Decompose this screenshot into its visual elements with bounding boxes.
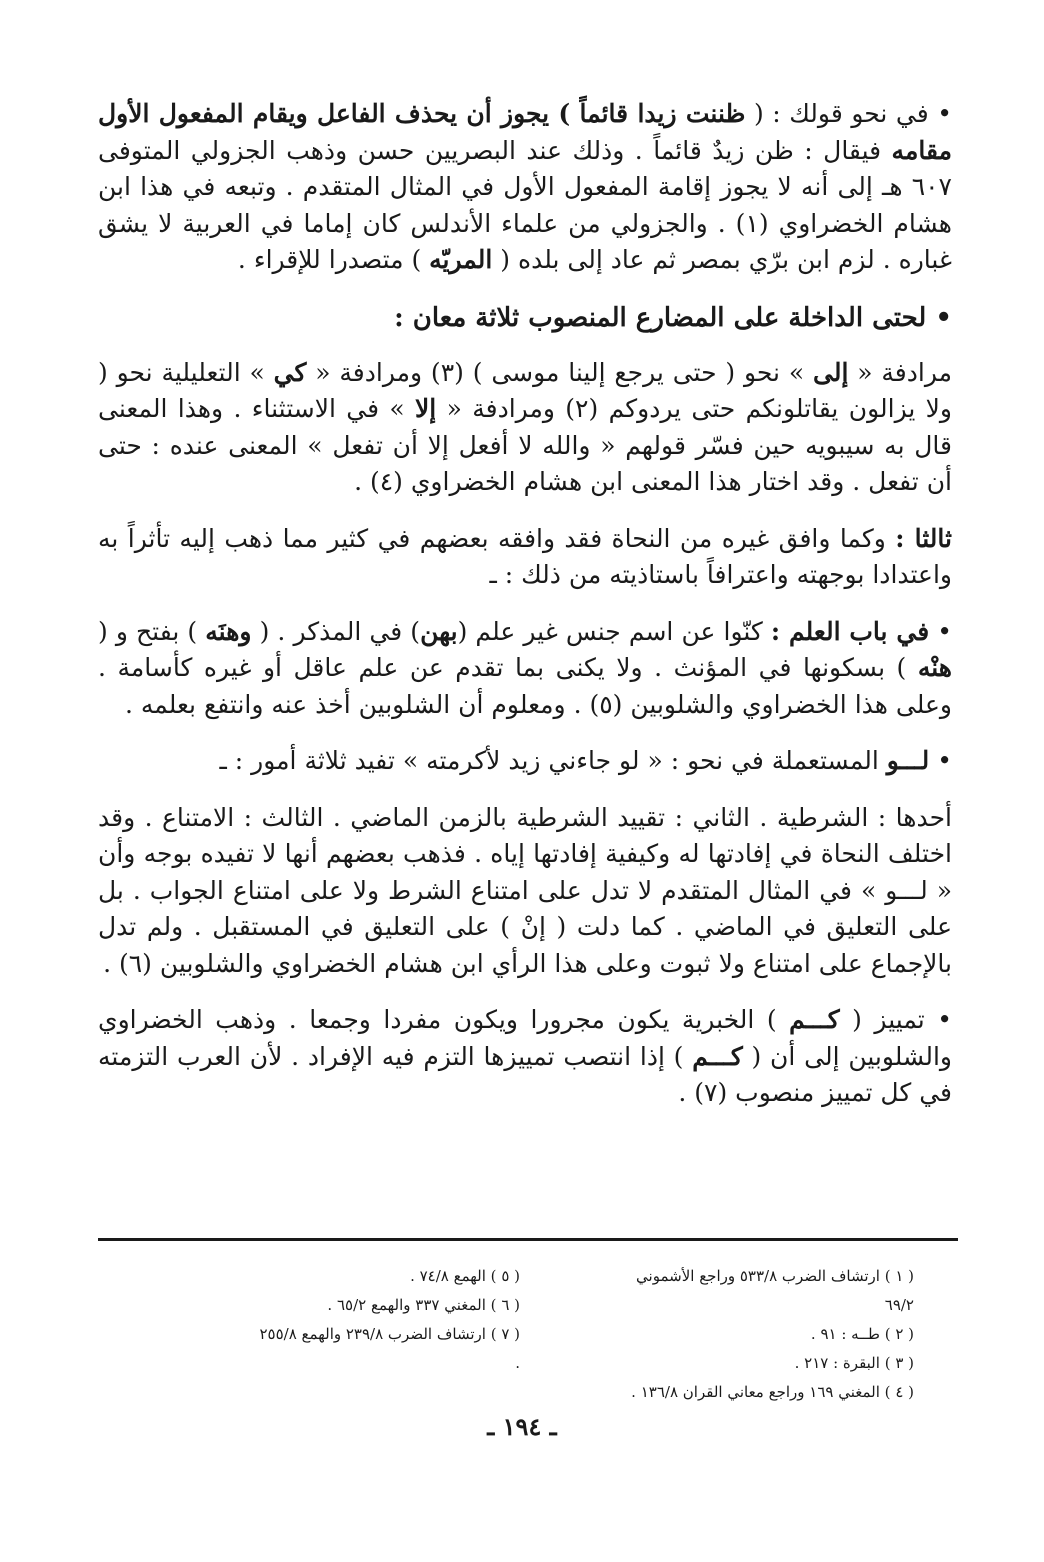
bold-run: بهن: [420, 616, 458, 646]
footnotes-column-left: [250, 1262, 520, 1407]
paragraph-passive-zanna: [98, 96, 952, 279]
paragraph-alam: [98, 614, 952, 724]
footnote: ( ٧ ) ارتشاف الضرب ٢٣٩/٨ والهمع ٢٥٥/٨ .: [259, 1325, 520, 1372]
footnotes-column-right: [604, 1262, 914, 1407]
text-run: ) متصدرا للإقراء .: [237, 245, 430, 274]
footnote: ( ١ ) ارتشاف الضرب ٥٣٣/٨ وراجع الأشموني ٦٩/٢: [636, 1267, 914, 1314]
bold-run: هنْه: [917, 653, 952, 682]
heading-hatta-meanings: [98, 299, 952, 337]
footnote: ( ٤ ) المغني ١٦٩ وراجع معاني القران ١٣٦/٨ .: [631, 1383, 914, 1401]
text-run: • في نحو قولك : (: [745, 99, 952, 128]
bold-run: كـــم: [789, 1005, 840, 1034]
text-run: ) بسكونها في المؤنث . ولا يكنى بما تقدم عن علم عاقل أو غيره كأسامة . وعلى هذا الخضراوي والشلوبين (٥) . ومعلوم أن الشلوبين أخذ عنه وانتفع بعلمه .: [98, 653, 952, 719]
bold-run: إلا: [415, 394, 437, 423]
text-run: •: [929, 616, 953, 646]
text-run: كنّوا عن اسم جنس غير علم (: [457, 616, 771, 646]
paragraph-kam: [98, 1002, 952, 1112]
text-run: » التعليلية نحو ( ولا يزالون يقاتلونكم حتى يردوكم (٢) ومرادفة «: [98, 357, 952, 423]
text-run: • تمييز (: [839, 1005, 952, 1034]
text-run: » في الاستثناء . وهذا المعنى قال به سيبويه حين فسّر قولهم « والله لا أفعل إلا أن تفعل » المعنى عنده : حتى أن تفعل . وقد اختار هذا المعنى ابن هشام الخضراوي (٤) .: [98, 394, 952, 496]
footnote: ( ٦ ) المغني ٣٣٧ والهمع ٦٥/٢ .: [327, 1296, 520, 1314]
bold-run: وهنَه: [205, 616, 252, 646]
bold-run: • لحتى الداخلة على المضارع المنصوب ثلاثة معان :: [394, 302, 952, 333]
paragraph-hatta: [98, 355, 952, 501]
bold-run: كـــم: [692, 1041, 743, 1071]
footnote: ( ٥ ) الهمع ٧٤/٨ .: [410, 1267, 520, 1285]
bold-run: إلى: [813, 357, 849, 387]
text-run: مرادفة «: [848, 357, 953, 387]
text-run: المستعملة في نحو : « لو جاءني زيد لأكرمته » تفيد ثلاثة أمور : ـ: [219, 746, 887, 775]
bold-run: المريّه: [429, 245, 493, 274]
text-run: ) الخبرية يكون مجرورا ويكون مفردا وجمعا . وذهب الخضراوي والشلوبين إلى أن (: [98, 1005, 952, 1071]
bold-run: كي: [273, 357, 307, 387]
paragraph-law-details: [98, 800, 952, 983]
page-number: ـ ١٩٤ ـ: [487, 1412, 557, 1441]
footnote: ( ٣ ) البقرة : ٢١٧ .: [794, 1354, 914, 1372]
text-run: فيقال : ظن زيدٌ قائماً . وذلك عند البصريين حسن وذهب الجزولي المتوفى ٦٠٧ هـ إلى أنه لا يجوز إقامة المفعول الأول في المثال المتقدم . وتبعه في هذا ابن هشام الخضراوي (١) . والجزولي من علماء الأندلس كان إماما في العربية لا يشق غباره . لزم ابن برّي بمصر ثم عاد إلى بلده (: [98, 135, 952, 274]
text-run: وكما وافق غيره من النحاة فقد وافقه بعضهم في كثير مما ذهب إليه تأثراً به واعتدادا بوجهته واعترافاً باستاذيته من ذلك : ـ: [98, 523, 952, 589]
bold-run: ثالثا :: [895, 523, 952, 553]
bold-run: لـــو: [886, 746, 930, 775]
bold-run: في باب العلم :: [770, 616, 930, 646]
text-run: •: [929, 746, 952, 775]
text-run: » نحو ( حتى يرجع إلينا موسى ) (٣) ومرادفة «: [306, 357, 813, 387]
paragraph-thalithan: [98, 521, 952, 594]
paragraph-law: [98, 743, 952, 780]
text-run: ) إذا انتصب تمييزها التزم فيه الإفراد . لأن العرب التزمته في كل تمييز منصوب (٧) .: [98, 1041, 952, 1107]
footnote-divider: [98, 1238, 958, 1241]
text-run: ) بفتح و (: [98, 616, 206, 646]
text-run: أحدها : الشرطية . الثاني : تقييد الشرطية بالزمن الماضي . الثالث : الامتناع . وقد اختلف النحاة في إفادتها له وكيفية إفادتها إياه . فذهب بعضهم أنها لا تفيده بوجه وأن « لـــو » في المثال المتقدم لا تدل على امتناع الشرط ولا على امتناع الجواب . بل على التعليق في الماضي . كما دلت ( إنْ ) على التعليق في المستقبل . ولم تدل بالإجماع على امتناع ولا ثبوت وعلى هذا الرأي ابن هشام الخضراوي والشلوبين (٦) .: [98, 802, 952, 978]
bold-run: ظننت زيدا قائماً ) يجوز أن يحذف الفاعل ويقام المفعول الأول مقامه: [98, 99, 952, 165]
text-run: ) في المذكر . (: [251, 616, 421, 646]
footnote: ( ٢ ) طــه : ٩١ .: [810, 1325, 914, 1343]
footnotes: [250, 1262, 914, 1407]
